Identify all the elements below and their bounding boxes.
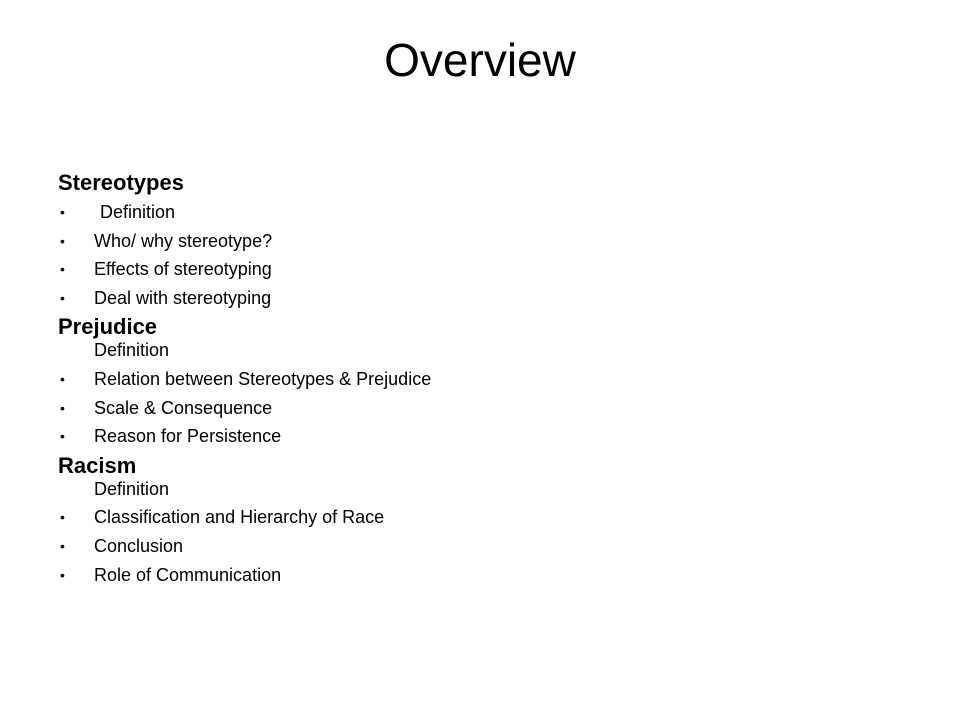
bullet-icon: • bbox=[60, 537, 65, 554]
list-item bbox=[58, 227, 898, 256]
list-item bbox=[58, 394, 898, 423]
list-item-text: Definition bbox=[100, 202, 176, 222]
bullet-icon: • bbox=[60, 289, 65, 306]
list-item-text: Relation between Stereotypes & Prejudice bbox=[94, 368, 432, 389]
bullet-icon: • bbox=[60, 232, 65, 249]
list-item bbox=[58, 198, 898, 227]
section-heading-racism: Racism bbox=[58, 452, 137, 478]
list-item-text: Classification and Hierarchy of Race bbox=[94, 507, 385, 528]
list-item bbox=[58, 284, 898, 313]
list-item-text: Effects of stereotyping bbox=[94, 259, 272, 280]
list-item bbox=[58, 532, 898, 561]
list-item-text: Who/ why stereotype? bbox=[94, 230, 273, 251]
section-prejudice bbox=[58, 312, 898, 450]
list-item bbox=[58, 422, 898, 451]
list-item bbox=[58, 255, 898, 284]
list-item-text: Definition bbox=[94, 340, 170, 361]
list-item-text: Role of Communication bbox=[94, 564, 282, 585]
list-item-intro bbox=[58, 475, 898, 504]
slide-title: Overview bbox=[384, 34, 576, 86]
section-heading-stereotypes: Stereotypes bbox=[58, 170, 184, 195]
list-item-text: Definition bbox=[94, 478, 170, 499]
list-item-text: Reason for Persistence bbox=[94, 426, 282, 447]
slide-body bbox=[58, 168, 898, 589]
list-item-text: Conclusion bbox=[94, 535, 184, 556]
bullet-icon: • bbox=[60, 509, 65, 526]
section-stereotypes bbox=[58, 168, 898, 312]
list-item-intro bbox=[58, 336, 898, 365]
list-item-text: Scale & Consequence bbox=[94, 397, 273, 418]
list-item bbox=[58, 503, 898, 532]
bullet-icon: • bbox=[60, 370, 65, 387]
bullet-icon: • bbox=[60, 566, 65, 583]
list-item bbox=[58, 365, 898, 394]
section-racism bbox=[58, 451, 898, 589]
bullet-icon: • bbox=[60, 204, 65, 220]
bullet-icon: • bbox=[60, 428, 65, 445]
section-heading-prejudice: Prejudice bbox=[58, 314, 158, 340]
list-item bbox=[58, 561, 898, 590]
bullet-icon: • bbox=[60, 399, 65, 416]
list-item-text: Deal with stereotyping bbox=[94, 287, 272, 308]
bullet-icon: • bbox=[60, 261, 65, 278]
